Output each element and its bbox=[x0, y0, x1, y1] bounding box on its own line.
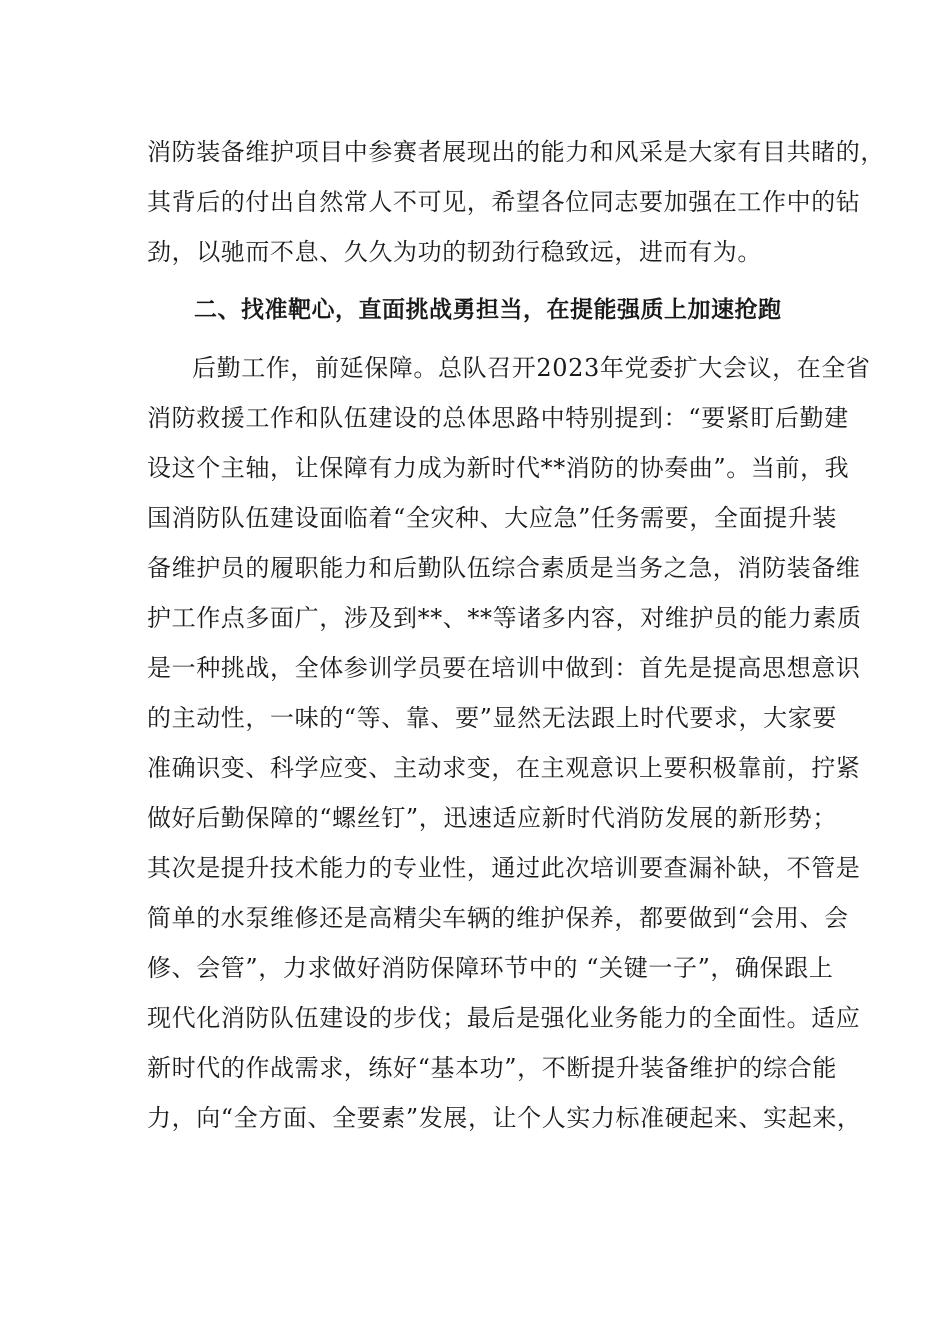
paragraph-2-line-9: 准确识变、科学应变、主动求变，在主观意识上要积极靠前，拧紧 bbox=[147, 754, 861, 782]
paragraph-2-line-13: 修、会管”，力求做好消防保障环节中的 “关键一子”，确保跟上 bbox=[147, 954, 834, 982]
paragraph-2-line-16: 力，向“全方面、全要素”发展，让个人实力标准硬起来、实起来， bbox=[147, 1104, 862, 1132]
paragraph-1-line-2: 其背后的付出自然常人不可见，希望各位同志要加强在工作中的钻 bbox=[147, 188, 861, 216]
paragraph-2-line-14: 现代化消防队伍建设的步伐；最后是强化业务能力的全面性。适应 bbox=[147, 1004, 861, 1032]
paragraph-2-line-7: 是一种挑战，全体参训学员要在培训中做到：首先是提高思想意识 bbox=[147, 654, 861, 682]
section-heading: 二、找准靶心，直面挑战勇担当，在提能强质上加速抢跑 bbox=[194, 297, 782, 323]
paragraph-2-line-4: 国消防队伍建设面临着“全灾种、大应急”任务需要，全面提升装 bbox=[147, 504, 837, 532]
paragraph-2-line-15: 新时代的作战需求，练好“基本功”，不断提升装备维护的综合能 bbox=[147, 1054, 837, 1082]
paragraph-2-line-12: 简单的水泵维修还是高精尖车辆的维护保养，都要做到“会用、会 bbox=[147, 904, 849, 932]
paragraph-2-line-10: 做好后勤保障的“螺丝钉”，迅速适应新时代消防发展的新形势； bbox=[147, 804, 837, 832]
paragraph-2-line-8: 的主动性，一味的“等、靠、要”显然无法跟上时代要求，大家要 bbox=[147, 704, 837, 732]
paragraph-2-line-6: 护工作点多面广，涉及到**、**等诸多内容，对维护员的能力素质 bbox=[147, 604, 862, 632]
paragraph-1-line-3: 劲，以驰而不息、久久为功的韧劲行稳致远，进而有为。 bbox=[147, 238, 762, 266]
paragraph-2-line-5: 备维护员的履职能力和后勤队伍综合素质是当务之急，消防装备维 bbox=[147, 554, 861, 582]
paragraph-2-line-11: 其次是提升技术能力的专业性，通过此次培训要查漏补缺，不管是 bbox=[147, 854, 861, 882]
paragraph-1-line-1: 消防装备维护项目中参赛者展现出的能力和风采是大家有目共睹的， bbox=[147, 138, 885, 166]
paragraph-2-line-3: 设这个主轴，让保障有力成为新时代**消防的协奏曲”。当前，我 bbox=[147, 454, 850, 482]
paragraph-2-line-2: 消防救援工作和队伍建设的总体思路中特别提到：“要紧盯后勤建 bbox=[147, 404, 849, 432]
paragraph-2-line-1: 后勤工作，前延保障。总队召开2023年党委扩大会议，在全省 bbox=[192, 354, 871, 382]
